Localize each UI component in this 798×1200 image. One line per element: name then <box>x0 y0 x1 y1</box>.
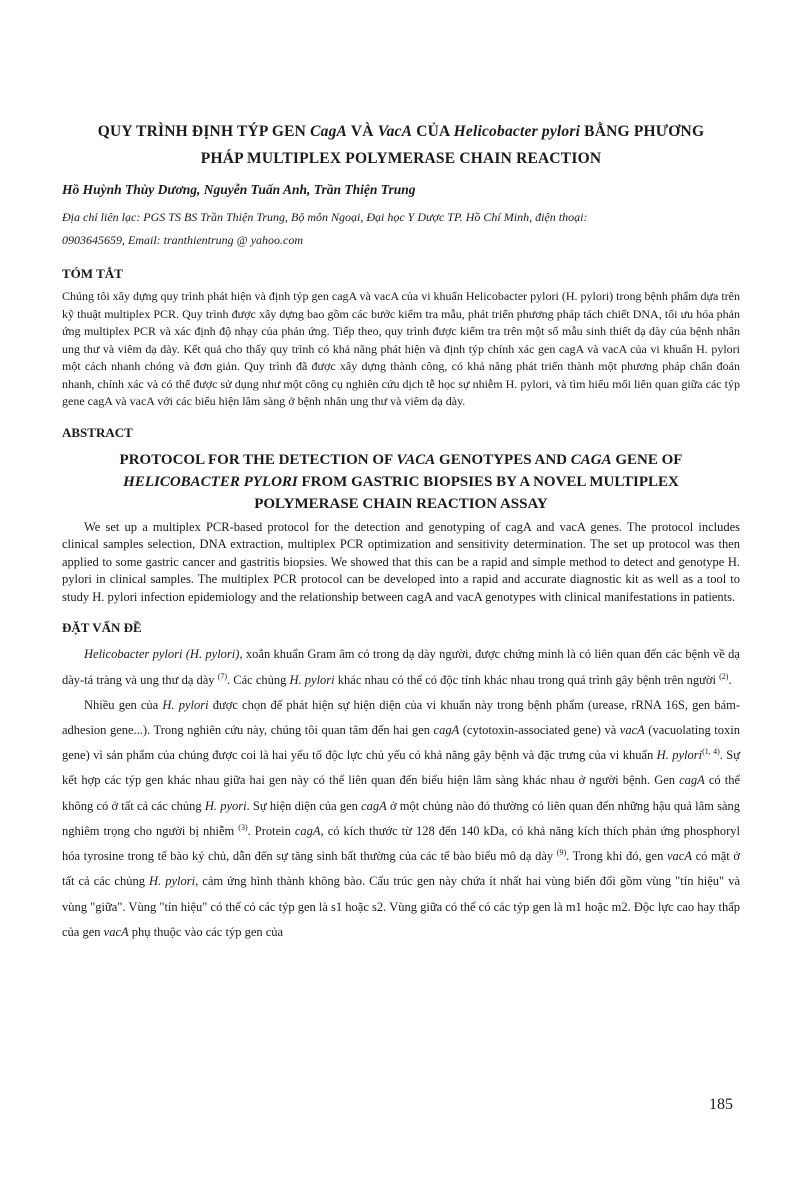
en-title-caga: CAGA <box>570 451 612 468</box>
text-run: . Protein <box>247 823 295 838</box>
citation: (2) <box>719 671 729 681</box>
text-run: , cảm ứng hình thành không bào. Cấu trúc gen này chứa ít nhất hai vùng biến đổi gồm vùng "tín hiệu" và vùng "giữa". Vùng "tín hiệu" có thể có các týp gen là s1 hoặc s2. Vùng giữa có thể có các týp gen là m1 hoặc m2. Độc lực cao hay thấp của gen <box>62 874 740 939</box>
en-title-part: GENOTYPES AND <box>435 451 571 468</box>
gene-name: cagA <box>361 798 387 813</box>
title-part: BẰNG PHƯƠNG <box>580 123 705 140</box>
text-run: ở một chủng nào đó thường có liên quan đến những hậu quả lâm sàng nghiêm trọng cho người bị nhiễm <box>62 798 740 838</box>
summary-text: Chúng tôi xây dựng quy trình phát hiện và định týp gen cagA và vacA của vi khuẩn Helicobacter pylori (H. pylori) trong bệnh phẩm dựa trên kỹ thuật multiplex PCR. Quy trình được xây dựng bao gồm các bước kiểm tra mẫu, phát triển phương pháp tách chiết DNA, tối ưu hóa phản ứng multiplex PCR và xác định độ nhạy của phản ứng. Tiếp theo, quy trình được kiểm tra trên một số mẫu sinh thiết dạ dày của bệnh nhân ung thư và viêm dạ dày. Kết quả cho thấy quy trình có khả năng phát hiện và định týp chính xác gen cagA và vacA của vi khuẩn H. pylori một cách nhanh chóng và đơn giản. Quy trình đã được xây dựng thành công, có khả năng phát triển thành một phương pháp chẩn đoán nhanh, chính xác và có thể được sử dụng như một công cụ nghiên cứu dịch tễ học sự nhiễm H. pylori, và tìm hiểu mối liên quan giữa các týp gene cagA và vacA với các biểu hiện lâm sàng ở bệnh nhân ung thư và viêm dạ dày. <box>62 289 740 408</box>
intro-paragraph-2 <box>62 693 740 945</box>
abstract-text: We set up a multiplex PCR-based protocol for the detection and genotyping of cagA and vacA genes. The protocol includes clinical samples selection, DNA extraction, multiplex PCR optimization and sensitivity determination. The set up protocol was then applied to some gastric cancer and gastritis biopsies. We showed that this can be a rapid and simple method to detect and genotype H. pylori in clinical samples. The multiplex PCR protocol can be developed into a rapid and accurate diagnostic kit as well as a tool to study H. pylori infection epidemiology and the relationship between cagA and vacA genotypes with clinical manifestations in patients. <box>62 519 740 604</box>
text-run: . Sự hiện diện của gen <box>246 798 362 813</box>
address-email-line: 0903645659, Email: tranthientrung @ yahoo.com <box>62 233 304 247</box>
title-part: VÀ <box>347 123 378 140</box>
en-title-part: PROTOCOL FOR THE DETECTION OF <box>119 451 397 468</box>
text-run: có thể không có ở tất cả các chủng <box>62 773 740 813</box>
paper-title-en <box>62 449 740 515</box>
title-gene-vaca: VacA <box>377 123 413 140</box>
citation: (3) <box>238 822 248 832</box>
gene-name: vacA <box>666 849 692 864</box>
address-line: Địa chỉ liên lạc: PGS TS BS Trần Thiện Trung, Bộ môn Ngoại, Đại học Y Dược TP. Hồ Chí Minh, điện thoại: <box>62 210 588 224</box>
text-run: Nhiều gen của <box>84 697 163 712</box>
title-species: Helicobacter pylori <box>453 123 581 140</box>
citation: (7) <box>217 671 228 681</box>
citation: (9) <box>556 847 567 857</box>
en-title-species: HELICOBACTER PYLORI <box>123 473 298 490</box>
species-name: H. pylori <box>656 748 703 763</box>
gene-name: cagA <box>679 773 705 788</box>
text-run: (vacuolating toxin gene) vì sản phẩm của chúng được coi là hai yếu tố độc lực chủ yếu có khả năng gây bệnh và đặc trưng của vi khuẩn <box>62 723 741 763</box>
summary-heading: TÓM TẮT <box>62 266 123 281</box>
introduction-heading: ĐẶT VẤN ĐỀ <box>62 620 142 636</box>
text-run: . Trong khi đó, gen <box>566 849 667 864</box>
text-run: được chọn để phát hiện sự hiện diện của vi khuẩn này trong bệnh phẩm (urease, rRNA 16S, gen bám-adhesion gene...). Trong nghiên cứu này, chúng tôi quan tâm đến hai gen <box>62 697 740 738</box>
title-gene-caga: CagA <box>310 123 348 140</box>
text-run: . Các chủng <box>227 672 290 687</box>
paper-page <box>62 118 740 945</box>
gene-name: cagA <box>433 723 460 738</box>
author-list: Hồ Huỳnh Thùy Dương, Nguyễn Tuấn Anh, Trần Thiện Trung <box>62 182 416 197</box>
contact-address <box>62 206 740 252</box>
text-run: . Sự kết hợp các týp gen khác nhau giữa hai gen này có thể liên quan đến biểu hiện lâm sàng khác nhau ở người bệnh. Gen <box>62 748 741 788</box>
text-run: (cytotoxin-associated gene) và <box>459 723 620 738</box>
text-run: , có kích thước từ 128 đến 140 kDa, có khả năng kích thích phản ứng phosphoryl hóa tyrosine trong tế bào ký chủ, dẫn đến sự tăng sinh bất thường của các tế bào biểu mô dạ dày <box>62 823 740 864</box>
species-name: H. pyori <box>204 798 247 813</box>
gene-name: vacA <box>619 723 645 738</box>
text-run: phụ thuộc vào các týp gen của <box>128 924 284 939</box>
text-run: , xoắn khuẩn Gram âm có trong dạ dày người, được chứng minh là có liên quan đến các bệnh về dạ dày-tá tràng và ung thư dạ dày <box>62 647 740 687</box>
title-part: QUY TRÌNH ĐỊNH TÝP GEN <box>97 123 311 140</box>
species-name: H. pylori <box>162 697 209 712</box>
abstract-heading: ABSTRACT <box>62 424 133 440</box>
text-run: khác nhau có thể có độc tính khác nhau trong quá trình gây bệnh trên người <box>334 672 720 687</box>
gene-name: cagA <box>294 823 321 838</box>
citation: (1, 4) <box>702 747 720 757</box>
species-name: Helicobacter pylori (H. pylori) <box>84 647 240 662</box>
text-run: có mặt ở tất cả các chủng <box>62 849 741 889</box>
en-title-part: GENE OF <box>611 451 683 468</box>
text-run: . <box>728 672 732 687</box>
intro-paragraph-1 <box>62 642 740 692</box>
species-name: H. pylori <box>149 874 196 889</box>
gene-name: vacA <box>103 924 129 939</box>
species-name: H. pylori <box>289 672 335 687</box>
paper-title-vi <box>62 118 740 172</box>
page-number: 185 <box>709 1096 733 1113</box>
en-title-line3: POLYMERASE CHAIN REACTION ASSAY <box>254 495 548 512</box>
en-title-vaca: VACA <box>396 451 436 468</box>
title-part: CỦA <box>412 123 454 140</box>
en-title-part: FROM GASTRIC BIOPSIES BY A NOVEL MULTIPLEX <box>297 473 679 490</box>
title-line2: PHÁP MULTIPLEX POLYMERASE CHAIN REACTION <box>200 150 602 167</box>
